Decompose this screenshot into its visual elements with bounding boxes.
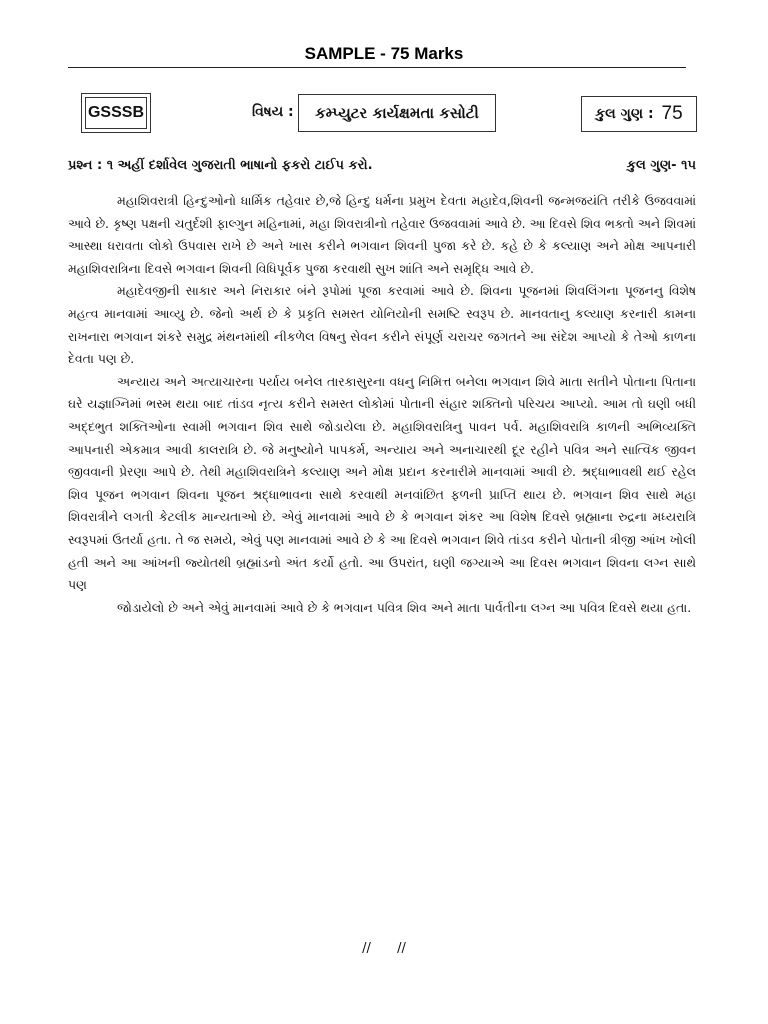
question-text: પ્રશ્ન : ૧ અહીં દર્શાવેલ ગુજરાતી ભાષાનો ફકરો ટાઈપ કરો.: [68, 158, 373, 173]
total-marks-label: કુલ ગુણ :: [595, 106, 654, 122]
passage-paragraph: અન્યાય અને અત્યાચારના પર્યાય બનેલ તારકાસુરના વધનુ નિમિત્ત બનેલા ભગવાન શિવે માતા સતીને પોતાના પિતાના ઘરે યજ્ઞાગ્નિમાં ભસ્મ થયા બાદ તાંડવ નૃત્ય કરીને સમસ્ત લોકોમાં પોતાની સંહાર શક્તિનો પરિચય આપ્યો. આમ તો ઘણી બધી અદ્દભુત શક્તિઓના સ્વામી ભગવાન શિવ સાથે જોડાયેલા છે. મહાશિવરાત્રિનુ પાવન પર્વ. મહાશિવરાત્રિ કાળની અભિવ્યક્તિ આપનારી એકમાત્ર આવી કાલરાત્રિ છે. જે મનુષ્યોને પાપકર્મ, અન્યાય અને અનાચારથી દૂર રહીને પવિત્ર અને સાત્વિક જીવન જીવવાની પ્રેરણા આપે છે. તેથી મહાશિવરાત્રિને કલ્યાણ અને મોક્ષ પ્રદાન કરનારીમે માનવામાં આવી છે. શ્રદ્ધાભાવથી થઈ રહેલ શિવ પૂજન ભગવાન શિવના પૂજન શ્રદ્ધાભાવના સાથે કરવાથી મનવાંછિત ફળની પ્રાપ્તિ થાય છે. ભગવાન શિવ સાથે મહા શિવરાત્રીને લગતી કેટલીક માન્યતાઓ છે. એવું માનવામાં આવે છે કે ભગવાન શંકર આ વિશેષ દિવસે બ્રહ્માના રુદ્રના મધ્યરાત્રિ સ્વરૂપમાં ઉતર્યા હતા. તે જ સમયે, એવું પણ માનવામાં આવે છે કે આ દિવસે ભગવાન શિવે તાંડવ કરીને પોતાની ત્રીજી આંખ ખોલી હતી અને આ આંખની જ્યોતથી બ્રહ્માંડનો અંત કર્યો હતો. આ ઉપરાંત, ઘણી જગ્યાએ આ દિવસ ભગવાન શિવના લગ્ન સાથે પણ: [68, 373, 696, 593]
page-footer-marker: // //: [362, 941, 406, 956]
org-code: GSSSB: [85, 97, 147, 129]
question-marks: કુલ ગુણ- ૧૫: [626, 158, 696, 173]
total-marks-box: [581, 96, 697, 132]
page-title: SAMPLE - 75 Marks: [304, 44, 464, 63]
passage: [68, 190, 696, 619]
subject-value: કમ્પ્યુટર કાર્યક્ષમતા કસોટી: [298, 94, 496, 132]
title-divider: [68, 67, 686, 68]
question-row: [68, 158, 696, 173]
passage-paragraph: મહાદેવજીની સાકાર અને નિરાકાર બંને રૂપોમાં પૂજા કરવામાં આવે છે. શિવના પૂજનમાં શિવલિંગના પૂજનનુ વિશેષ મહત્વ માનવામાં આવ્યુ છે. જેનો અર્થ છે કે પ્રકૃતિ સમસ્ત યોનિયોની સમષ્ટિ સ્વરૂપ છે. માનવતાનુ કલ્યાણ કરનારી કામના રાખનારા ભગવાન શંકરે સમુદ્ર મંથનમાંથી નીકળેલ વિષનુ સેવન કરીને સંપૂર્ણ ચરાચર જગતને આ સંદેશ આપ્યો કે તેઓ કાળના દેવતા પણ છે.: [68, 283, 696, 367]
passage-paragraph: જોડાયેલો છે અને એવું માનવામાં આવે છે કે ભગવાન પવિત્ર શિવ અને માતા પાર્વતીના લગ્ન આ પવિત્ર દિવસે થયા હતા.: [117, 599, 692, 615]
total-marks-value: 75: [661, 103, 683, 124]
org-code-box: [81, 93, 151, 133]
passage-paragraph: મહાશિવરાત્રી હિન્દુઓનો ધાર્મિક તહેવાર છે,જે હિન્દુ ધર્મના પ્રમુખ દેવતા મહાદેવ,શિવની જન્મજયંતિ તરીકે ઉજવવામાં આવે છે. કૃષ્ણ પક્ષની ચતુર્દશી ફાલ્ગુન મહિનામાં, મહા શિવરાત્રીનો તહેવાર ઉજવવામાં આવે છે. આ દિવસે શિવ ભક્તો અને શિવમાં આસ્થા ધરાવતા લોકો ઉપવાસ રાખે છે અને ખાસ કરીને ભગવાન શિવની પુજા કરે છે. કહે છે કે કલ્યાણ અને મોક્ષ આપનારી મહાશિવરાત્રિના દિવસે ભગવાન શિવની વિધિપૂર્વક પુજા કરવાથી સુખ શાંતિ અને સમૃદ્ધિ આવે છે.: [68, 193, 696, 276]
subject-label: વિષય :: [252, 104, 294, 120]
